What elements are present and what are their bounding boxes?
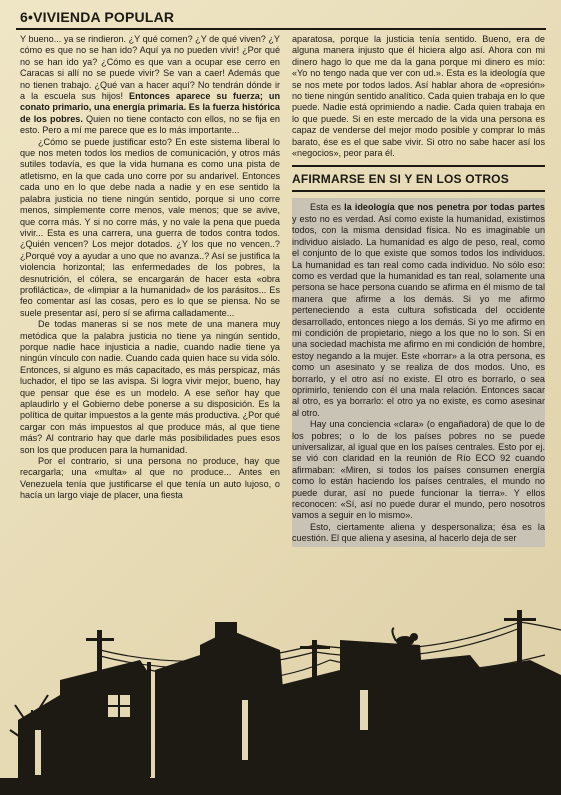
page-header [16, 6, 546, 30]
page-title: 6•VIVIENDA POPULAR [20, 9, 175, 25]
shaded-box [292, 198, 545, 546]
text-run: Esta es [310, 202, 345, 213]
text-run: y esto no es verdad. Así como existe la humanidad, existimos todos, con la misma densidad física. No es imaginable un individuo aislado. La humanidad es algo de peso, real, como el conjunto de lo que existe que somos todos los individuos. La humanidad es tan real como cada individuo. No sólo eso: como es verdad que la humanidad es tan real, solamente una persona se hace persona cuando se afirma en él mismo de tal manera que afirme a los demás. Si yo me afirmo perteneciendo a esta cultura sofisticada del occidente desarrollado, entonces niego a los demás. Si yo me afirmo en mi condición de propietario, niego a los que no lo son. Si en una sociedad machista me afirmo en mi condición de hombre, estoy negando a la mujer. Este «borrar» a la otra persona, es como un asesinato y se realiza de dos modos. Uno, es borrarlo, y el otro así no existe. El otro es borrarlo, o sea oprimirlo, teniendo con él una mala relación. Entonces sacar al otro, es ya borrarlo: el otro ya no existe, es como asesinar al otro. [292, 213, 545, 418]
left-column [20, 34, 280, 604]
text-run: Quien no tiene contacto con ellos, no se fija en esto. Pero a mí me parece que es lo más importante... [20, 113, 280, 136]
bold-text: Entonces aparece su fuerza; un conato primario, una energía primaria. Es la fuerza histórica de los pobres. [20, 91, 280, 124]
shacks [0, 622, 561, 795]
bold-text: la ideología que nos penetra por todas partes [344, 202, 545, 213]
section-heading: AFIRMARSE EN SI Y EN LOS OTROS [292, 165, 545, 192]
shantytown-silhouette-illustration [0, 600, 561, 795]
right-column [292, 34, 545, 604]
paragraph: Esto, ciertamente aliena y despersonaliza; ésa es la cuestión. El que aliena y asesina, al hacerlo deja de ser [292, 521, 545, 544]
paragraph: De todas maneras si se nos mete de una manera muy metódica que la palabra justicia no tiene ya ningún sentido, porque nadie hace injusticia a nadie, cuando nadie tiene ya ningún vínculo con nadie. Cuando cada quien hace su vida sólo. Entonces, si alguno es más capacitado, es más perspicaz, más luchador, el tipo se las avispa. Si logra vivir mejor, bueno, hay que pensar que ése es un modelo. A ese señor hay que aplaudirlo y el Gobierno debe ponerse a su disposición. Es la política de quitar impuestos a la gente más productiva. ¿Por qué cargar con más impuestos al que produce más, al que tiene más? Al contrario hay que darle más posibilidades pues esos son los que producen para la humanidad. [20, 319, 280, 455]
paragraph: Por el contrario, si una persona no produce, hay que recargarla; una «multa» al que no produce... Antes en Venezuela tenía que justificarse el que tenía un auto lujoso, o hacía un largo viaje de placer, una fiesta [20, 456, 280, 501]
paragraph: Hay una conciencia «clara» (o engañadora) de que lo de los pobres; o lo de los países pobres no se puede universalizar, al igual que en los países centrales. Esto por ej. se vió con claridad en la reunión de Río ECO 92 cuando afirmaban: «Miren, si todos los países consumen energía como lo están haciendo los países centrales, el mundo no puede durar, así no puede funcionar la tierra». Y ellos reconocen: «Sí, así no puede durar el mundo, pero nosotros vamos a seguir en lo mismo». [292, 419, 545, 521]
cat-icon [392, 628, 418, 646]
paragraph: aparatosa, porque la justicia tenía sentido. Bueno, era de alguna manera injusto que él hiciera algo así. Ahora con mi dinero hago lo que me da la gana porque mi dinero es mío: «Yo no tengo nada que ver con ud.». Esta es la ideología que se nos mete por todos lados. Así hablar ahora de «opresión» no tiene ningún sentido analítico. Cada quien trabaja en lo que puede. Nadie está oprimiendo a nadie. Cada quien trabaja en lo que puede. Si en este mercado de la vida una persona es capaz de venderse del mejor modo posible y comprar lo más barato, ése es el que sabe vivir. Si otro no sabe hacer así los «negocios», peor para él. [292, 34, 545, 159]
paragraph [20, 34, 280, 137]
person-silhouette [323, 723, 333, 764]
paragraph [292, 202, 545, 419]
paragraph: ¿Cómo se puede justificar esto? En este sistema liberal lo que nos meten todos los medios de comunicación, y otros más sutiles todavía, es que la vida humana es como una pista de atletismo, en la que cada uno corre por su andarivel. Entonces cada uno en lo que debe nada a nadie y en ese sentido la palabra justicia no tiene ningún sentido, porque si uno corre menos, simplemente corre menos, vale menos; que se avive, que corra más. Y si no corre más, y no vale la pena que pueda vivir... Esta es una carrera, una guerra de todos contra todos. ¿Quién vencen? Los mejor dotados. ¿Y los que no vencen..? ¿Porqué voy a ayudar a uno que no avanza..? Así se justifica la violencia horizontal; las enfermedades de los pobres, la desnutrición, el cólera, se encargarán de hacer esta «obra profiláctica», de «limpiar a la humanidad» de los parásitos... Es feo comentar así las cosas, pero es lo que se piensa. No se suele presentar así, pero sí se afirma calladamente... [20, 136, 280, 318]
text-run: Y bueno... ya se rindieron. ¿Y qué comen? ¿Y de qué viven? ¿Y cómo es que no se han ido? Aquí ya no pueden vivir! ¿Por qué no se han ido ya? ¿Cómo es que van a ocupar ese cerro en Caracas si allí no se puede vivir? Se van a caer! Además que no tienen trabajo. ¿Qué van a hacer aquí? No tendrán dónde ir a la escuela sus hijos! [20, 34, 280, 102]
